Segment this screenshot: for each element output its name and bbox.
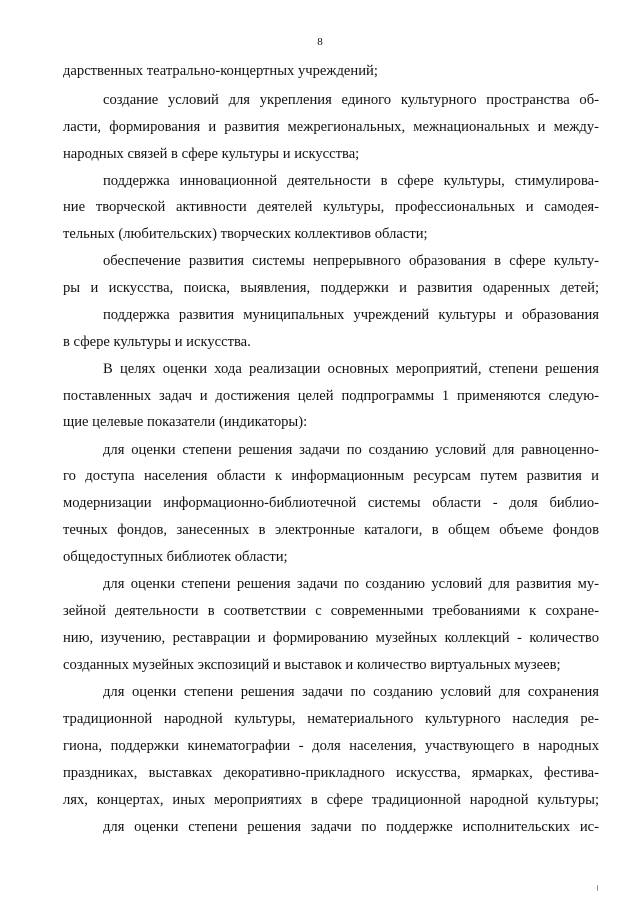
- text-line-8: обеспечение развития системы непрерывного образования в сфере культу-: [103, 253, 599, 269]
- text-line-26: гиона, поддержки кинематографии - доля населения, участвующего в народных: [63, 738, 599, 754]
- scan-edge-mark: [597, 885, 598, 891]
- text-line-16: го доступа населения области к информационным ресурсам путем развития и: [63, 468, 599, 484]
- text-line-4: народных связей в сфере культуры и искусства;: [63, 146, 360, 162]
- text-line-11: в сфере культуры и искусства.: [63, 334, 251, 350]
- text-line-29: для оценки степени решения задачи по поддержке исполнительских ис-: [103, 819, 599, 835]
- text-line-24: для оценки степени решения задачи по созданию условий для сохранения: [103, 684, 599, 700]
- text-line-9: ры и искусства, поиска, выявления, поддержки и развития одаренных детей;: [63, 280, 599, 296]
- text-line-3: ласти, формирования и развития межрегиональных, межнациональных и между-: [63, 119, 599, 135]
- text-line-1: дарственных театрально-концертных учреждений;: [63, 63, 378, 79]
- text-line-7: тельных (любительских) творческих коллективов области;: [63, 226, 428, 242]
- text-line-17: модернизации информационно-библиотечной системы области - доля библио-: [63, 495, 599, 511]
- text-line-20: для оценки степени решения задачи по созданию условий для развития му-: [103, 576, 599, 592]
- text-line-13: поставленных задач и достижения целей подпрограммы 1 применяются следую-: [63, 388, 599, 404]
- text-line-22: нию, изучению, реставрации и формированию музейных коллекций - количество: [63, 630, 599, 646]
- text-line-15: для оценки степени решения задачи по созданию условий для равноценно-: [103, 442, 599, 458]
- text-line-14: щие целевые показатели (индикаторы):: [63, 414, 308, 430]
- text-line-23: созданных музейных экспозиций и выставок и количество виртуальных музеев;: [63, 657, 561, 673]
- text-line-19: общедоступных библиотек области;: [63, 549, 288, 565]
- text-line-21: зейной деятельности в соответствии с современными требованиями к сохране-: [63, 603, 599, 619]
- text-line-12: В целях оценки хода реализации основных мероприятий, степени решения: [103, 361, 599, 377]
- page-number: 8: [317, 36, 323, 48]
- text-line-28: лях, концертах, иных мероприятиях в сфере традиционной народной культуры;: [63, 792, 599, 808]
- text-line-18: течных фондов, занесенных в электронные каталоги, в общем объеме фондов: [63, 522, 599, 538]
- text-line-6: ние творческой активности деятелей культуры, профессиональных и самодея-: [63, 199, 599, 215]
- text-line-5: поддержка инновационной деятельности в сфере культуры, стимулирова-: [103, 173, 599, 189]
- text-line-25: традиционной народной культуры, нематериального культурного наследия ре-: [63, 711, 599, 727]
- text-line-2: создание условий для укрепления единого культурного пространства об-: [103, 92, 599, 108]
- text-line-27: праздниках, выставках декоративно-прикладного искусства, ярмарках, фестива-: [63, 765, 599, 781]
- text-line-10: поддержка развития муниципальных учреждений культуры и образования: [103, 307, 599, 323]
